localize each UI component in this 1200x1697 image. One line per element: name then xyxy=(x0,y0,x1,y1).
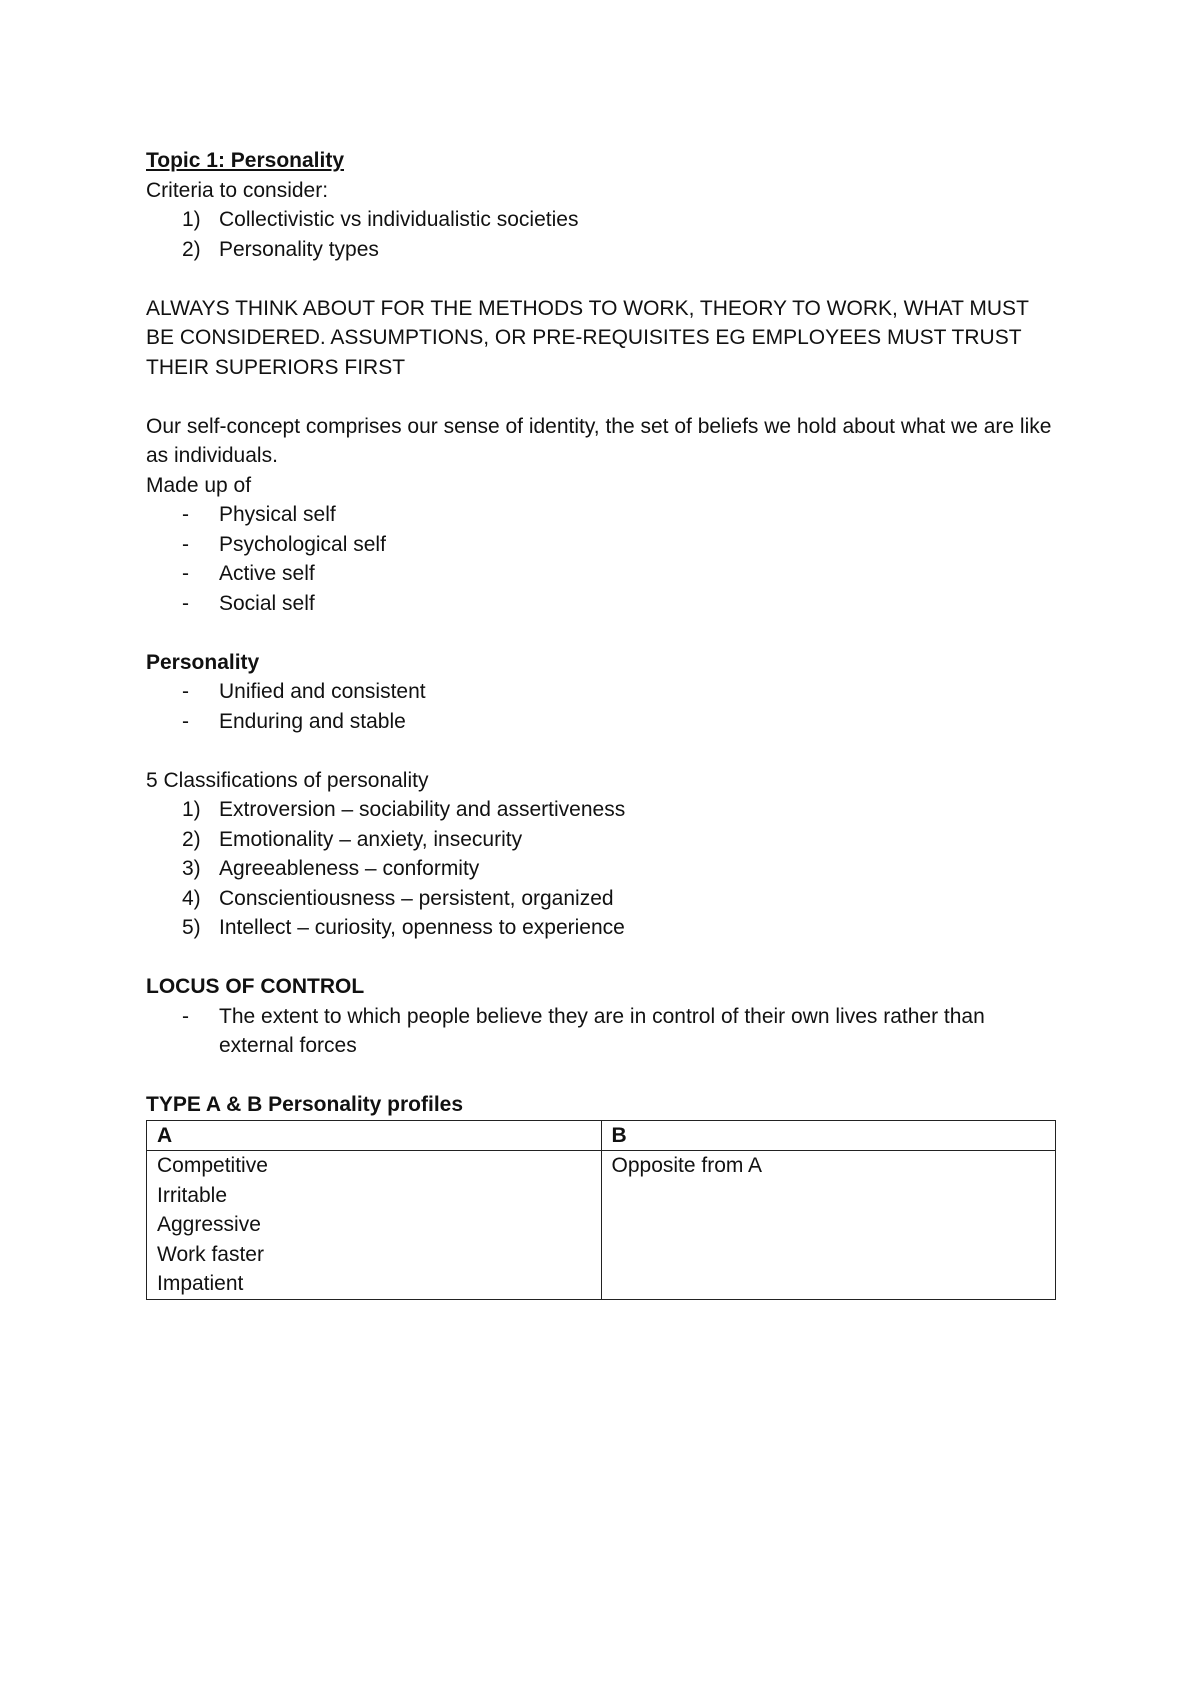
locus-heading: LOCUS OF CONTROL xyxy=(146,975,365,998)
list-marker: - xyxy=(182,680,189,703)
made-up-label: Made up of xyxy=(146,473,252,497)
list-marker: - xyxy=(182,709,189,733)
topic-title: Topic 1: Personality xyxy=(146,149,344,172)
classifications-intro: 5 Classifications of personality xyxy=(146,768,429,792)
list-marker: 1) xyxy=(182,208,201,231)
spacer xyxy=(146,264,1056,294)
type-a-trait: Competitive xyxy=(157,1154,268,1177)
type-b-cell xyxy=(601,1151,1056,1300)
list-item-text: Agreeableness – conformity xyxy=(219,857,480,880)
list-item xyxy=(146,235,1056,265)
list-item-text: The extent to which people believe they are in control of their own lives rather than external forces xyxy=(219,1004,985,1057)
personality-list xyxy=(146,677,1056,736)
list-marker: 5) xyxy=(182,916,201,939)
type-ab-table xyxy=(146,1120,1056,1300)
list-marker: 2) xyxy=(182,237,201,261)
list-item-text: Active self xyxy=(219,562,315,585)
list-item xyxy=(146,854,1056,884)
list-item xyxy=(146,530,1056,560)
list-item xyxy=(146,913,1056,943)
list-item xyxy=(146,589,1056,619)
list-marker: - xyxy=(182,591,189,615)
personality-heading: Personality xyxy=(146,650,260,674)
type-ab-heading: TYPE A & B Personality profiles xyxy=(146,1093,464,1116)
list-item-text: Psychological self xyxy=(219,532,386,556)
list-item xyxy=(146,1002,1056,1061)
spacer xyxy=(146,618,1056,648)
list-item-text: Emotionality – anxiety, insecurity xyxy=(219,827,523,851)
list-item-text: Conscientiousness – persistent, organized xyxy=(219,886,614,910)
type-a-trait: Impatient xyxy=(157,1272,244,1295)
locus-list xyxy=(146,1002,1056,1061)
type-b-description: Opposite from A xyxy=(611,1154,763,1177)
type-a-trait: Aggressive xyxy=(157,1213,261,1236)
type-a-trait: Work faster xyxy=(157,1242,264,1266)
list-marker: 3) xyxy=(182,857,201,880)
reminder-note: ALWAYS THINK ABOUT FOR THE METHODS TO WORK, THEORY TO WORK, WHAT MUST BE CONSIDERED. ASSUMPTIONS, OR PRE-REQUISITES EG EMPLOYEES MUST TRUST THEIR SUPERIORS FIRST xyxy=(146,296,1029,379)
list-item xyxy=(146,707,1056,737)
list-item xyxy=(146,795,1056,825)
list-item xyxy=(146,500,1056,530)
table-header-row xyxy=(147,1120,1056,1151)
list-marker: - xyxy=(182,1004,189,1028)
column-header-b: B xyxy=(601,1120,1056,1151)
type-a-cell xyxy=(147,1151,602,1300)
spacer xyxy=(146,1061,1056,1091)
list-item-text: Enduring and stable xyxy=(219,709,406,733)
self-concept-definition: Our self-concept comprises our sense of identity, the set of beliefs we hold about what we are like as individuals. xyxy=(146,414,1052,467)
spacer xyxy=(146,943,1056,973)
list-item-text: Extroversion – sociability and assertiveness xyxy=(219,798,626,821)
list-marker: 4) xyxy=(182,886,201,910)
self-concept-list xyxy=(146,500,1056,618)
list-marker: - xyxy=(182,532,189,556)
list-item-text: Unified and consistent xyxy=(219,680,426,703)
criteria-list xyxy=(146,205,1056,264)
list-item xyxy=(146,205,1056,235)
list-item xyxy=(146,559,1056,589)
column-header-a: A xyxy=(147,1120,602,1151)
list-marker: 1) xyxy=(182,798,201,821)
list-marker: - xyxy=(182,503,189,526)
list-item-text: Social self xyxy=(219,591,315,615)
list-item xyxy=(146,677,1056,707)
list-item-text: Physical self xyxy=(219,503,336,526)
list-item-text: Personality types xyxy=(219,237,379,261)
classifications-list xyxy=(146,795,1056,943)
list-item xyxy=(146,825,1056,855)
criteria-intro: Criteria to consider: xyxy=(146,178,329,202)
spacer xyxy=(146,382,1056,412)
list-item-text: Collectivistic vs individualistic societies xyxy=(219,208,579,231)
list-marker: - xyxy=(182,562,189,585)
list-marker: 2) xyxy=(182,827,201,851)
spacer xyxy=(146,736,1056,766)
table-row xyxy=(147,1151,1056,1300)
list-item xyxy=(146,884,1056,914)
document-page xyxy=(146,146,1056,1300)
list-item-text: Intellect – curiosity, openness to experience xyxy=(219,916,625,939)
type-a-trait: Irritable xyxy=(157,1183,228,1207)
